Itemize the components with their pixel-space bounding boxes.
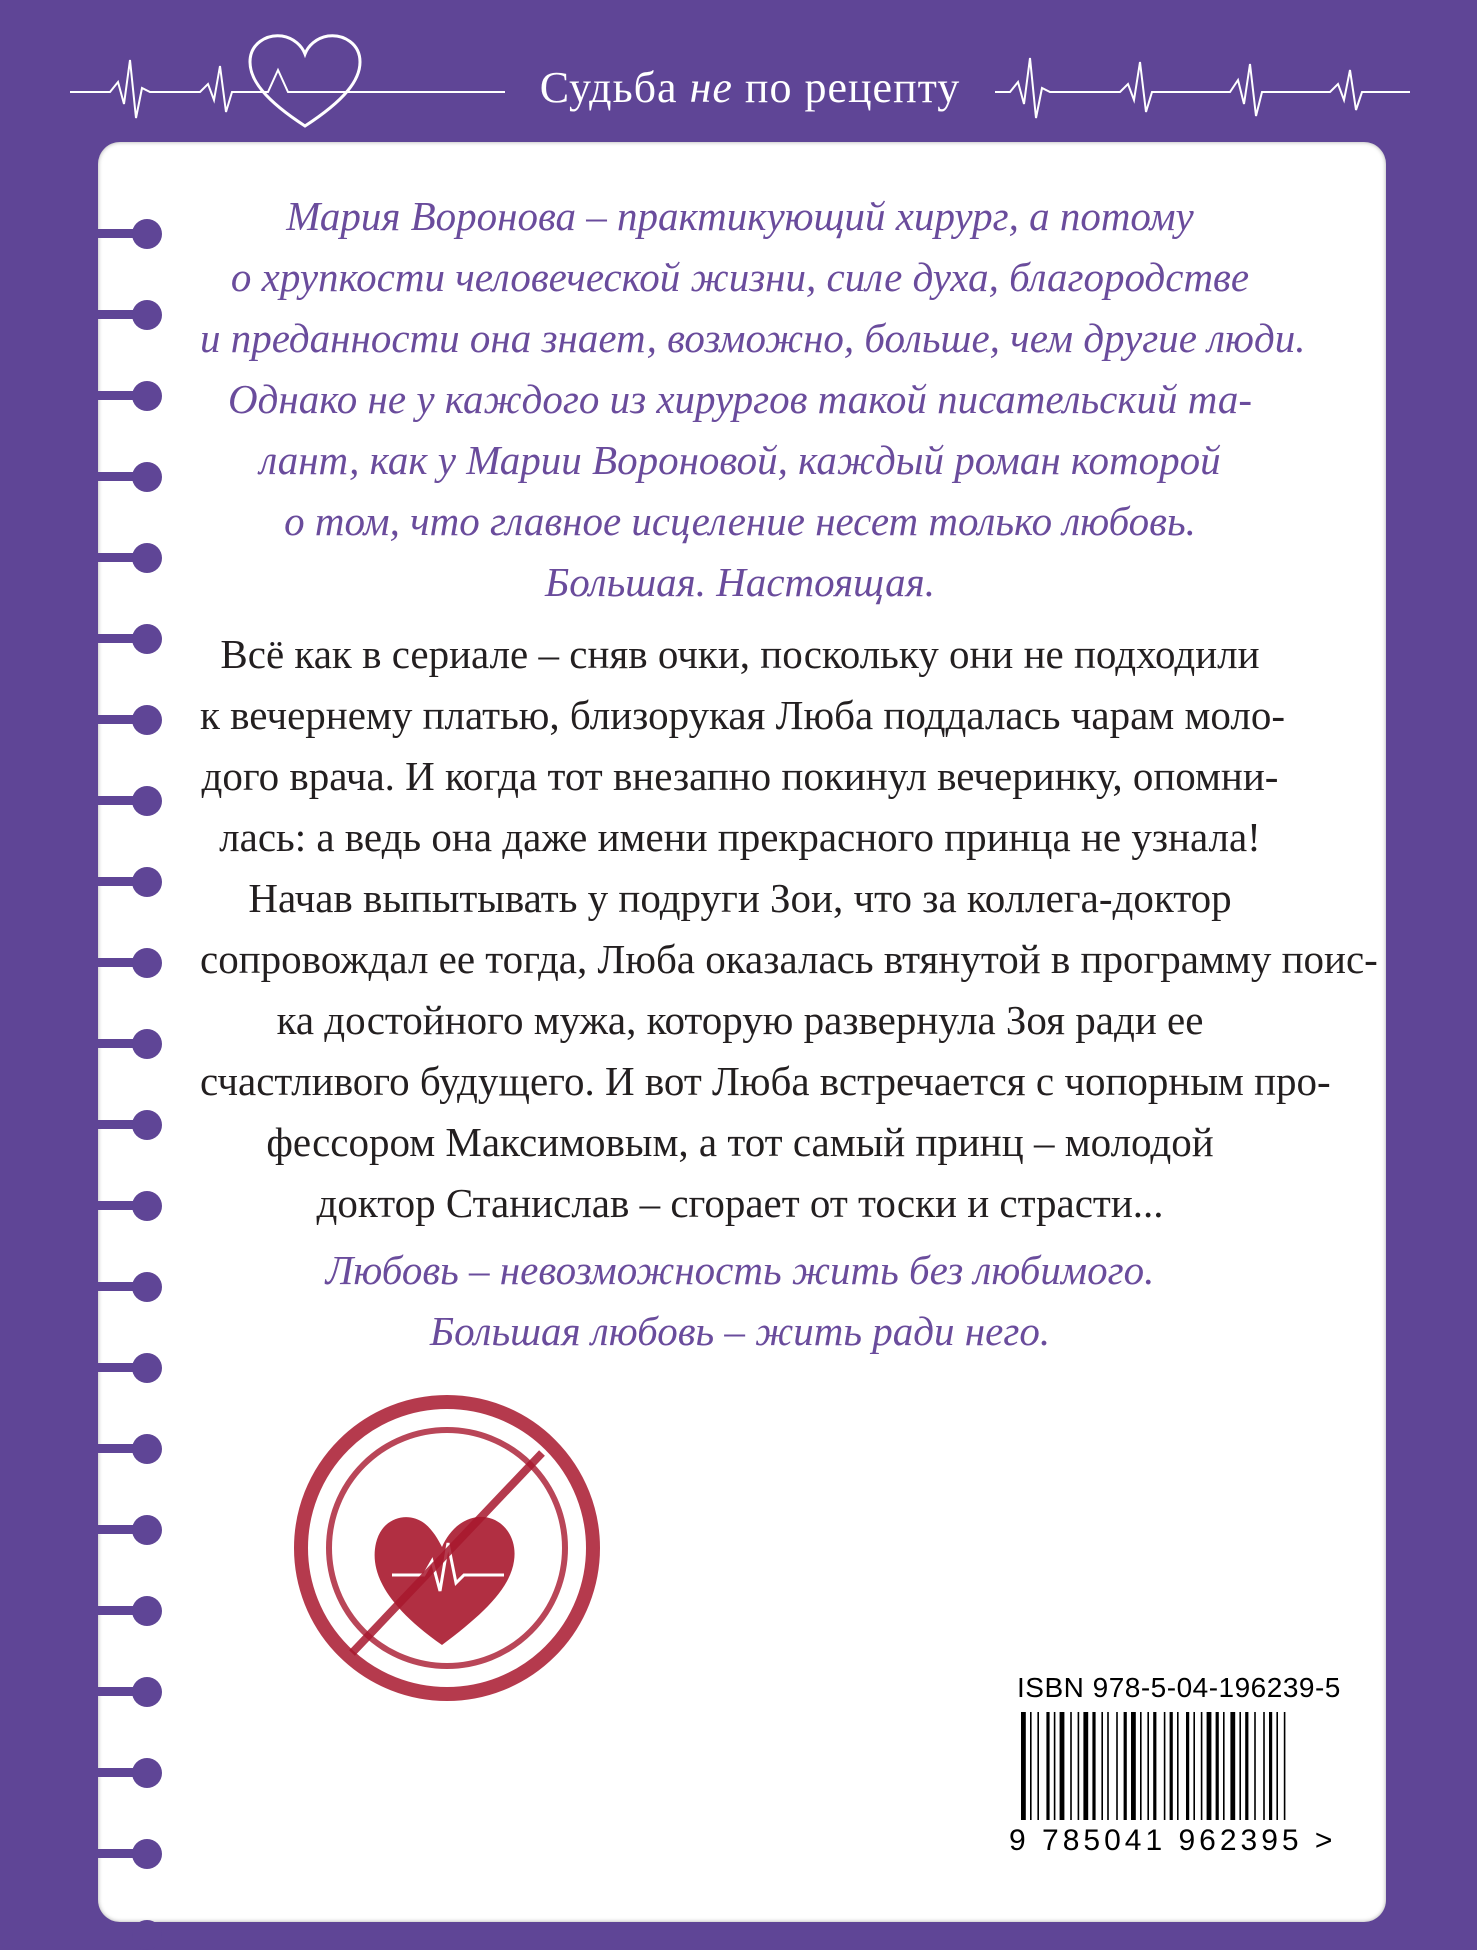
annotation-line: доктор Станислав – сгорает от тоски и страсти... [316, 1180, 1164, 1226]
barcode [1003, 1666, 1355, 1866]
isbn-label: ISBN 978-5-04-196239-5 [1017, 1672, 1341, 1703]
stamp-heart-icon [292, 1393, 602, 1703]
intro-line: Мария Воронова – практикующий хирург, а потому [286, 193, 1194, 239]
intro-line: о том, что главное исцеление несет только любовь. [284, 498, 1196, 544]
ring-hole [132, 1434, 162, 1464]
annotation-line: фессором Максимовым, а тот самый принц – молодой [266, 1119, 1214, 1165]
ring-hole [132, 381, 162, 411]
series-title: Судьба не по рецепту [505, 62, 995, 113]
ring-hole [132, 1110, 162, 1140]
ring-hole [132, 1272, 162, 1302]
quote-line: Любовь – невозможность жить без любимого. [325, 1247, 1155, 1293]
ring-hole [132, 462, 162, 492]
ring-hole [132, 1353, 162, 1383]
annotation-line: Всё как в сериале – сняв очки, поскольку они не подходили [220, 631, 1260, 677]
annotation-line: к вечернему платью, близорукая Люба поддалась чарам моло- [200, 692, 1285, 738]
ring-hole [132, 624, 162, 654]
ring-hole [132, 1677, 162, 1707]
annotation-line: Начав выпытывать у подруги Зои, что за коллега-доктор [248, 875, 1232, 921]
heart-icon [250, 36, 360, 126]
book-annotation [200, 624, 1378, 1234]
isbn-digits: 9 785041 962395 > [1009, 1824, 1337, 1857]
ring-hole [132, 1029, 162, 1059]
closing-quote [200, 1240, 1280, 1362]
spiral-binding [80, 200, 160, 1880]
ring-hole [132, 1191, 162, 1221]
ring-hole [132, 867, 162, 897]
ring-hole [132, 1920, 162, 1950]
intro-line: о хрупкости человеческой жизни, силе духа, благородстве [230, 254, 1250, 300]
intro-line: Большая. Настоящая. [545, 559, 935, 605]
series-header [0, 0, 1477, 140]
intro-line: Однако не у каждого из хирургов такой писательский та- [228, 376, 1252, 422]
intro-line: и преданности она знает, возможно, больше, чем другие люди. [200, 315, 1306, 361]
ring-hole [132, 543, 162, 573]
annotation-line: счастливого будущего. И вот Люба встречается с чопорным про- [200, 1058, 1331, 1104]
ring-hole [132, 786, 162, 816]
ring-hole [132, 1839, 162, 1869]
ring-hole [132, 948, 162, 978]
ring-hole [132, 1515, 162, 1545]
annotation-line: ка достойного мужа, которую развернула Зоя ради ее [276, 997, 1204, 1043]
ring-hole [132, 300, 162, 330]
intro-line: лант, как у Марии Вороновой, каждый роман которой [259, 437, 1221, 483]
ring-hole [132, 705, 162, 735]
ring-hole [132, 1758, 162, 1788]
quote-line: Большая любовь – жить ради него. [429, 1308, 1051, 1354]
author-intro [200, 186, 1306, 613]
annotation-line: лась: а ведь она даже имени прекрасного принца не узнала! [219, 814, 1261, 860]
ring-hole [132, 219, 162, 249]
annotation-line: дого врача. И когда тот внезапно покинул вечеринку, опомни- [201, 753, 1279, 799]
annotation-line: сопровождал ее тогда, Люба оказалась втянутой в программу поис- [200, 936, 1378, 982]
barcode-bars [1021, 1712, 1341, 1822]
ring-hole [132, 1596, 162, 1626]
